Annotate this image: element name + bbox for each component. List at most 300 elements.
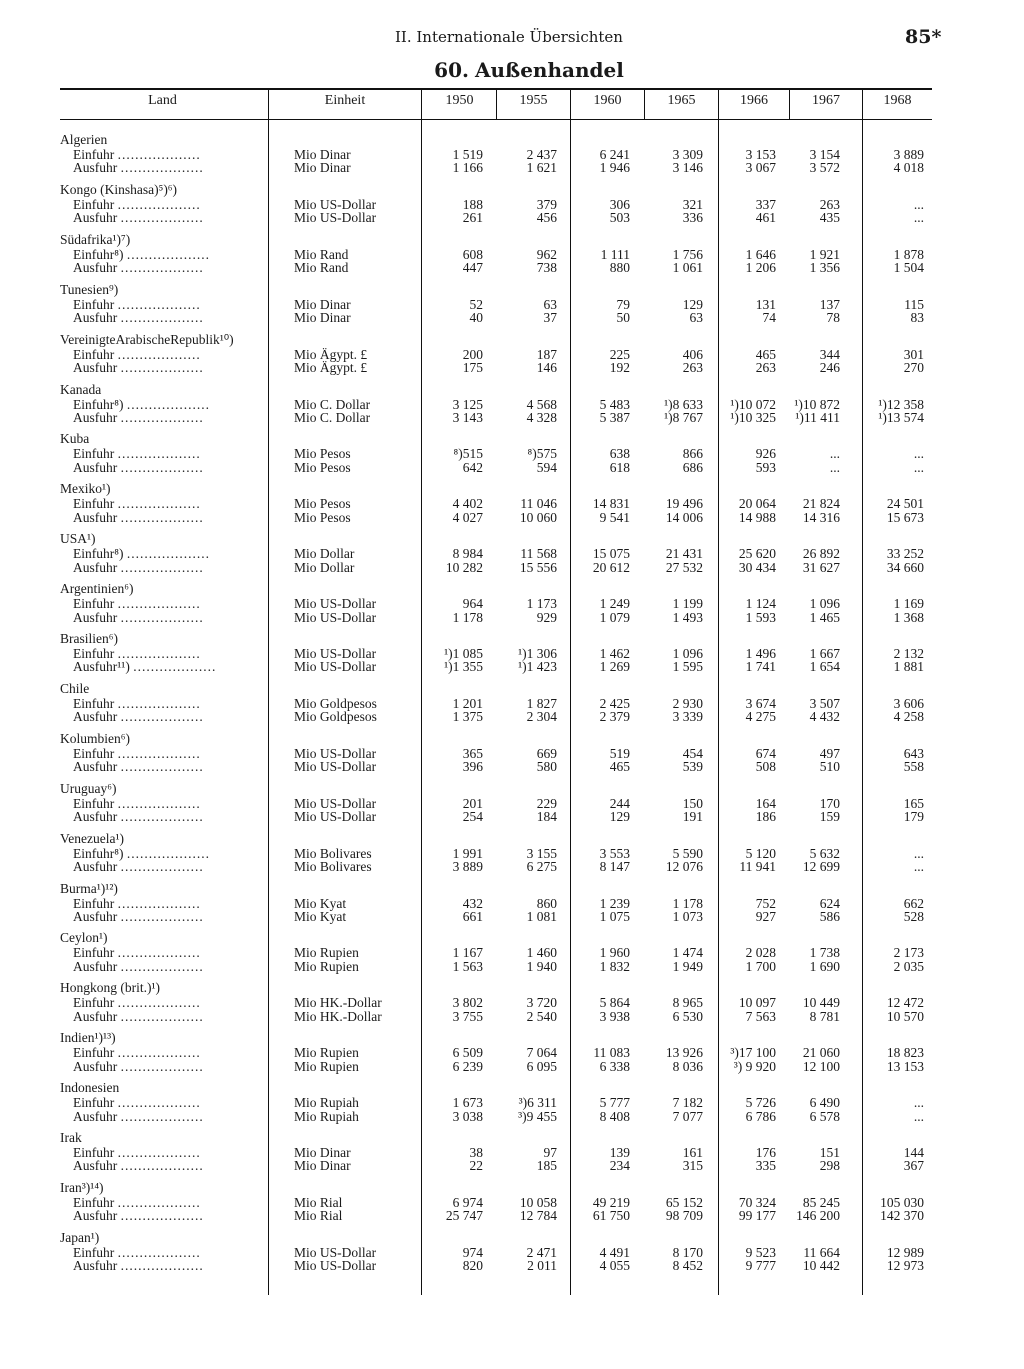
leader-dots: ................... bbox=[117, 296, 201, 312]
value-cell: 586 bbox=[819, 908, 840, 924]
value-cell: ¹)8 767 bbox=[664, 409, 703, 425]
value-cell: 608 bbox=[462, 246, 483, 262]
value-cell: 447 bbox=[462, 260, 483, 276]
value-cell: 3 606 bbox=[893, 695, 924, 711]
value-cell: 3 938 bbox=[599, 1008, 630, 1024]
row-label-text: Einfuhr bbox=[73, 1095, 115, 1111]
value-cell: 1 356 bbox=[809, 260, 840, 276]
value-cell: 1 756 bbox=[672, 246, 703, 262]
row-label bbox=[73, 461, 204, 474]
leader-dots: ................... bbox=[120, 1008, 204, 1024]
value-cell: 1 646 bbox=[745, 246, 776, 262]
leader-dots: ................... bbox=[120, 1058, 204, 1074]
value-cell: 79 bbox=[616, 296, 630, 312]
value-cell: 144 bbox=[903, 1145, 924, 1160]
value-cell: 1 111 bbox=[600, 246, 630, 262]
value-cell: 1 593 bbox=[745, 609, 776, 625]
value-cell: ... bbox=[829, 459, 840, 475]
value-cell: 1 700 bbox=[745, 958, 776, 974]
value-cell: 964 bbox=[462, 596, 483, 612]
value-cell: 1 249 bbox=[599, 596, 630, 612]
country-name: Südafrika¹)⁷) bbox=[60, 231, 131, 247]
value-cell: 2 930 bbox=[672, 695, 703, 711]
unit-cell: Mio Pesos bbox=[294, 446, 351, 462]
unit-cell: Mio Rial bbox=[294, 1194, 343, 1210]
row-label bbox=[73, 710, 204, 723]
value-cell: 1 832 bbox=[599, 958, 630, 974]
unit-cell: Mio HK.-Dollar bbox=[294, 995, 382, 1011]
row-label bbox=[73, 161, 204, 174]
leader-dots: ................... bbox=[117, 895, 201, 911]
value-cell: 1 960 bbox=[599, 945, 630, 961]
value-cell: 1 206 bbox=[745, 260, 776, 276]
row-label bbox=[73, 1096, 201, 1109]
value-cell: ¹)1 085 bbox=[444, 646, 483, 661]
row-label bbox=[73, 760, 204, 773]
row-label bbox=[73, 447, 201, 460]
value-cell: 4 275 bbox=[745, 709, 776, 725]
value-cell: 4 491 bbox=[599, 1244, 630, 1260]
row-label-text: Einfuhr bbox=[73, 1244, 115, 1260]
row-label-text: Einfuhr bbox=[73, 1194, 115, 1210]
value-cell: 1 462 bbox=[599, 646, 630, 661]
value-cell: 1 654 bbox=[809, 659, 840, 675]
value-cell: 880 bbox=[609, 260, 630, 276]
unit-cell: Mio Ägypt. £ bbox=[294, 346, 368, 362]
value-cell: 432 bbox=[462, 895, 483, 911]
value-cell: ³)9 455 bbox=[518, 1108, 557, 1124]
value-cell: 1 368 bbox=[893, 609, 924, 625]
value-cell: 298 bbox=[819, 1158, 840, 1174]
value-cell: 129 bbox=[609, 809, 630, 825]
row-label bbox=[73, 897, 201, 910]
value-cell: 3 309 bbox=[672, 147, 703, 162]
column-divider bbox=[644, 90, 645, 120]
row-label-text: Einfuhr bbox=[73, 346, 115, 362]
row-label bbox=[73, 361, 204, 374]
value-cell: 4 258 bbox=[893, 709, 924, 725]
value-cell: 1 667 bbox=[809, 646, 840, 661]
row-label bbox=[73, 148, 201, 161]
row-label-text: Ausfuhr bbox=[73, 1258, 118, 1274]
value-cell: 1 096 bbox=[672, 646, 703, 661]
value-cell: 1 460 bbox=[526, 945, 557, 961]
leader-dots: ................... bbox=[117, 695, 201, 711]
value-cell: 643 bbox=[903, 745, 924, 761]
value-cell: 337 bbox=[755, 196, 776, 212]
leader-dots: ................... bbox=[117, 646, 201, 661]
row-label bbox=[73, 860, 204, 873]
value-cell: 40 bbox=[469, 310, 483, 326]
row-label-text: Ausfuhr bbox=[73, 809, 118, 825]
row-label bbox=[73, 511, 204, 524]
row-label-text: Einfuhr⁸) bbox=[73, 246, 124, 262]
value-cell: 3 507 bbox=[809, 695, 840, 711]
value-cell: 6 786 bbox=[745, 1108, 776, 1124]
value-cell: 2 011 bbox=[527, 1258, 557, 1274]
leader-dots: ................... bbox=[120, 310, 204, 326]
value-cell: 6 578 bbox=[809, 1108, 840, 1124]
value-cell: 3 802 bbox=[452, 995, 483, 1011]
value-cell: 503 bbox=[609, 210, 630, 226]
unit-cell: Mio US-Dollar bbox=[294, 196, 377, 212]
value-cell: 12 472 bbox=[886, 995, 924, 1011]
value-cell: 20 612 bbox=[592, 559, 630, 575]
value-cell: 5 632 bbox=[809, 845, 840, 861]
value-cell: 1 201 bbox=[452, 695, 483, 711]
value-cell: 1 827 bbox=[526, 695, 557, 711]
row-label bbox=[73, 847, 210, 860]
row-label bbox=[73, 647, 201, 660]
value-cell: 184 bbox=[536, 809, 557, 825]
value-cell: 336 bbox=[682, 210, 703, 226]
unit-cell: Mio US-Dollar bbox=[294, 1258, 377, 1274]
table-title-text: Außenhandel bbox=[474, 58, 624, 82]
value-cell: 99 177 bbox=[738, 1208, 776, 1224]
value-cell: 2 471 bbox=[526, 1244, 557, 1260]
value-cell: 860 bbox=[536, 895, 557, 911]
column-divider bbox=[789, 90, 790, 120]
value-cell: 1 946 bbox=[599, 160, 630, 176]
value-cell: ¹)10 072 bbox=[730, 396, 776, 412]
value-cell: 263 bbox=[755, 360, 776, 375]
value-cell: 4 568 bbox=[526, 396, 557, 412]
value-cell: 5 864 bbox=[599, 995, 630, 1011]
leader-dots: ................... bbox=[117, 1244, 201, 1260]
value-cell: 5 120 bbox=[745, 845, 776, 861]
value-cell: 558 bbox=[903, 759, 924, 775]
value-cell: 137 bbox=[819, 296, 840, 312]
leader-dots: ................... bbox=[120, 759, 204, 775]
page-header bbox=[0, 26, 1024, 50]
leader-dots: ................... bbox=[117, 995, 201, 1011]
value-cell: ... bbox=[913, 859, 924, 874]
value-cell: 151 bbox=[819, 1145, 840, 1160]
leader-dots: ................... bbox=[120, 409, 204, 425]
page-number: 85* bbox=[905, 26, 942, 48]
value-cell: 1 504 bbox=[893, 260, 924, 276]
value-cell: 6 509 bbox=[452, 1045, 483, 1061]
leader-dots: ................... bbox=[117, 596, 201, 612]
row-label bbox=[73, 946, 201, 959]
row-label bbox=[73, 1010, 204, 1023]
value-cell: 263 bbox=[819, 196, 840, 212]
value-cell: 170 bbox=[819, 795, 840, 811]
unit-cell: Mio Rupien bbox=[294, 1045, 359, 1061]
row-label bbox=[73, 747, 201, 760]
value-cell: 1 167 bbox=[452, 945, 483, 961]
value-cell: 187 bbox=[536, 346, 557, 362]
value-cell: 1 991 bbox=[452, 845, 483, 861]
unit-cell: Mio Rupien bbox=[294, 1058, 359, 1074]
leader-dots: ................... bbox=[120, 360, 204, 375]
value-cell: 7 563 bbox=[745, 1008, 776, 1024]
value-cell: 61 750 bbox=[592, 1208, 630, 1224]
table-title bbox=[0, 58, 1024, 82]
leader-dots: ................... bbox=[120, 1208, 204, 1224]
value-cell: 1 621 bbox=[526, 160, 557, 176]
unit-cell: Mio US-Dollar bbox=[294, 745, 377, 761]
value-cell: 14 831 bbox=[592, 496, 630, 512]
unit-cell: Mio Dinar bbox=[294, 310, 351, 326]
unit-cell: Mio Pesos bbox=[294, 496, 351, 512]
value-cell: 244 bbox=[609, 795, 630, 811]
unit-cell: Mio Kyat bbox=[294, 908, 347, 924]
row-label-text: Einfuhr⁸) bbox=[73, 845, 124, 861]
value-cell: 97 bbox=[543, 1145, 557, 1160]
value-cell: ¹)13 574 bbox=[878, 409, 924, 425]
value-cell: 22 bbox=[469, 1158, 483, 1174]
value-cell: 1 741 bbox=[745, 659, 776, 675]
row-label-text: Einfuhr bbox=[73, 745, 115, 761]
value-cell: 185 bbox=[536, 1158, 557, 1174]
leader-dots: ................... bbox=[126, 845, 210, 861]
leader-dots: ................... bbox=[120, 609, 204, 625]
unit-cell: Mio Dollar bbox=[294, 546, 355, 562]
unit-cell: Mio Ägypt. £ bbox=[294, 360, 368, 375]
row-label-text: Ausfuhr bbox=[73, 958, 118, 974]
value-cell: 78 bbox=[826, 310, 840, 326]
value-cell: 30 434 bbox=[738, 559, 776, 575]
value-cell: 10 570 bbox=[886, 1008, 924, 1024]
leader-dots: ................... bbox=[117, 1095, 201, 1111]
value-cell: 686 bbox=[682, 459, 703, 475]
unit-cell: Mio Dinar bbox=[294, 1145, 351, 1160]
value-cell: 7 182 bbox=[672, 1095, 703, 1111]
value-cell: 3 572 bbox=[809, 160, 840, 176]
value-cell: 142 370 bbox=[880, 1208, 924, 1224]
value-cell: 4 402 bbox=[452, 496, 483, 512]
value-cell: 738 bbox=[536, 260, 557, 276]
value-cell: 1 738 bbox=[809, 945, 840, 961]
value-cell: ¹)1 423 bbox=[518, 659, 557, 675]
value-cell: 344 bbox=[819, 346, 840, 362]
value-cell: 131 bbox=[755, 296, 776, 312]
unit-cell: Mio Rand bbox=[294, 260, 349, 276]
value-cell: 26 892 bbox=[802, 546, 840, 562]
leader-dots: ................... bbox=[117, 1194, 201, 1210]
value-cell: 8 452 bbox=[672, 1258, 703, 1274]
value-cell: 14 006 bbox=[665, 509, 703, 525]
country-name: Kolumbien⁶) bbox=[60, 730, 130, 746]
country-name: Kuba bbox=[60, 431, 90, 447]
value-cell: 4 055 bbox=[599, 1258, 630, 1274]
value-cell: 146 200 bbox=[796, 1208, 840, 1224]
value-cell: 497 bbox=[819, 745, 840, 761]
row-label bbox=[73, 198, 201, 211]
value-cell: 200 bbox=[462, 346, 483, 362]
row-label bbox=[73, 797, 201, 810]
value-cell: 508 bbox=[755, 759, 776, 775]
value-cell: 866 bbox=[682, 446, 703, 462]
value-cell: 1 081 bbox=[526, 908, 557, 924]
value-cell: 1 096 bbox=[809, 596, 840, 612]
value-cell: 12 100 bbox=[802, 1058, 840, 1074]
value-cell: 165 bbox=[903, 795, 924, 811]
value-cell: 38 bbox=[469, 1145, 483, 1160]
value-cell: 234 bbox=[609, 1158, 630, 1174]
unit-cell: Mio Bolivares bbox=[294, 859, 372, 874]
value-cell: 5 387 bbox=[599, 409, 630, 425]
country-name: Burma¹)¹²) bbox=[60, 880, 118, 896]
leader-dots: ................... bbox=[120, 709, 204, 725]
value-cell: 4 328 bbox=[526, 409, 557, 425]
leader-dots: ................... bbox=[120, 559, 204, 575]
value-cell: 456 bbox=[536, 210, 557, 226]
value-cell: 10 449 bbox=[802, 995, 840, 1011]
column-header-year: 1966 bbox=[740, 93, 768, 108]
row-label-text: Einfuhr⁸) bbox=[73, 546, 124, 562]
value-cell: 254 bbox=[462, 809, 483, 825]
value-cell: 962 bbox=[536, 246, 557, 262]
value-cell: 6 530 bbox=[672, 1008, 703, 1024]
value-cell: ... bbox=[913, 210, 924, 226]
row-label-text: Ausfuhr bbox=[73, 1058, 118, 1074]
value-cell: ¹)10 325 bbox=[730, 409, 776, 425]
value-cell: 461 bbox=[755, 210, 776, 226]
value-cell: 1 595 bbox=[672, 659, 703, 675]
unit-cell: Mio US-Dollar bbox=[294, 596, 377, 612]
value-cell: 191 bbox=[682, 809, 703, 825]
value-cell: 8 147 bbox=[599, 859, 630, 874]
value-cell: 33 252 bbox=[886, 546, 924, 562]
unit-cell: Mio Goldpesos bbox=[294, 695, 377, 711]
value-cell: 539 bbox=[682, 759, 703, 775]
value-cell: 528 bbox=[903, 908, 924, 924]
row-label-text: Einfuhr⁸) bbox=[73, 396, 124, 412]
value-cell: 1 239 bbox=[599, 895, 630, 911]
row-label-text: Ausfuhr bbox=[73, 1008, 118, 1024]
row-label-text: Ausfuhr bbox=[73, 908, 118, 924]
value-cell: 176 bbox=[755, 1145, 776, 1160]
leader-dots: ................... bbox=[120, 958, 204, 974]
leader-dots: ................... bbox=[120, 459, 204, 475]
value-cell: ¹)8 633 bbox=[664, 396, 703, 412]
value-cell: 13 153 bbox=[886, 1058, 924, 1074]
unit-cell: Mio Dollar bbox=[294, 559, 355, 575]
value-cell: 175 bbox=[462, 360, 483, 375]
column-divider bbox=[268, 90, 269, 1295]
row-label-text: Ausfuhr bbox=[73, 1208, 118, 1224]
value-cell: 13 926 bbox=[665, 1045, 703, 1061]
unit-cell: Mio Dinar bbox=[294, 147, 351, 162]
value-cell: 3 553 bbox=[599, 845, 630, 861]
value-cell: 6 275 bbox=[526, 859, 557, 874]
value-cell: 1 474 bbox=[672, 945, 703, 961]
value-cell: 263 bbox=[682, 360, 703, 375]
country-name: Irak bbox=[60, 1130, 82, 1145]
leader-dots: ................... bbox=[126, 546, 210, 562]
unit-cell: Mio Rupien bbox=[294, 958, 359, 974]
value-cell: 4 432 bbox=[809, 709, 840, 725]
leader-dots: ................... bbox=[120, 160, 204, 176]
country-name: Algerien bbox=[60, 132, 108, 147]
value-cell: 6 239 bbox=[452, 1058, 483, 1074]
value-cell: 1 465 bbox=[809, 609, 840, 625]
value-cell: ... bbox=[913, 446, 924, 462]
value-cell: 2 173 bbox=[893, 945, 924, 961]
unit-cell: Mio Pesos bbox=[294, 459, 351, 475]
country-name: Indien¹)¹³) bbox=[60, 1030, 116, 1046]
unit-cell: Mio US-Dollar bbox=[294, 1244, 377, 1260]
value-cell: 150 bbox=[682, 795, 703, 811]
column-header-einheit: Einheit bbox=[324, 93, 366, 108]
leader-dots: ................... bbox=[117, 1045, 201, 1061]
value-cell: ¹)12 358 bbox=[878, 396, 924, 412]
unit-cell: Mio US-Dollar bbox=[294, 659, 377, 675]
row-label-text: Ausfuhr¹¹) bbox=[73, 659, 130, 675]
value-cell: 9 541 bbox=[599, 509, 630, 525]
column-header-year: 1965 bbox=[667, 93, 696, 108]
value-cell: 7 064 bbox=[526, 1045, 557, 1061]
row-label-text: Einfuhr bbox=[73, 496, 115, 512]
value-cell: 3 339 bbox=[672, 709, 703, 725]
row-label-text: Ausfuhr bbox=[73, 709, 118, 725]
value-cell: 465 bbox=[609, 759, 630, 775]
value-cell: 63 bbox=[689, 310, 703, 326]
row-label bbox=[73, 1196, 201, 1209]
row-label-text: Einfuhr bbox=[73, 596, 115, 612]
unit-cell: Mio US-Dollar bbox=[294, 609, 377, 625]
running-head: II. Internationale Übersichten bbox=[395, 28, 623, 46]
value-cell: 3 153 bbox=[745, 147, 776, 162]
column-header-year: 1967 bbox=[812, 93, 840, 108]
unit-cell: Mio Pesos bbox=[294, 509, 351, 525]
value-cell: 24 501 bbox=[886, 496, 924, 512]
unit-cell: Mio Bolivares bbox=[294, 845, 372, 861]
row-label-text: Ausfuhr bbox=[73, 160, 118, 176]
value-cell: 270 bbox=[903, 360, 924, 375]
value-cell: 1 173 bbox=[526, 596, 557, 612]
row-label-text: Einfuhr bbox=[73, 995, 115, 1011]
value-cell: 1 178 bbox=[672, 895, 703, 911]
value-cell: 98 709 bbox=[665, 1208, 703, 1224]
value-cell: 2 028 bbox=[745, 945, 776, 961]
row-label bbox=[73, 561, 204, 574]
unit-cell: Mio Rand bbox=[294, 246, 349, 262]
column-divider bbox=[718, 90, 719, 1295]
value-cell: 146 bbox=[536, 360, 557, 375]
value-cell: 5 726 bbox=[745, 1095, 776, 1111]
row-label bbox=[73, 996, 201, 1009]
row-label bbox=[73, 1110, 204, 1123]
unit-cell: Mio Rial bbox=[294, 1208, 343, 1224]
unit-cell: Mio C. Dollar bbox=[294, 409, 371, 425]
country-name: Tunesien⁹) bbox=[60, 281, 119, 297]
value-cell: 510 bbox=[819, 759, 840, 775]
value-cell: 85 245 bbox=[802, 1194, 840, 1210]
value-cell: 1 169 bbox=[893, 596, 924, 612]
value-cell: 662 bbox=[903, 895, 924, 911]
country-name: Ceylon¹) bbox=[60, 930, 108, 946]
leader-dots: ................... bbox=[120, 809, 204, 825]
value-cell: 1 124 bbox=[745, 596, 776, 612]
country-name: Hongkong (brit.)¹) bbox=[60, 980, 161, 996]
country-name: Chile bbox=[60, 680, 90, 696]
value-cell: 2 425 bbox=[599, 695, 630, 711]
value-cell: 4 027 bbox=[452, 509, 483, 525]
value-cell: 3 755 bbox=[452, 1008, 483, 1024]
value-cell: 164 bbox=[755, 795, 776, 811]
leader-dots: ................... bbox=[120, 1158, 204, 1174]
leader-dots: ................... bbox=[117, 795, 201, 811]
value-cell: 37 bbox=[543, 310, 557, 326]
value-cell: 201 bbox=[462, 795, 483, 811]
leader-dots: ................... bbox=[120, 1258, 204, 1274]
leader-dots: ................... bbox=[117, 196, 201, 212]
column-divider bbox=[862, 90, 863, 1295]
value-cell: 229 bbox=[536, 795, 557, 811]
